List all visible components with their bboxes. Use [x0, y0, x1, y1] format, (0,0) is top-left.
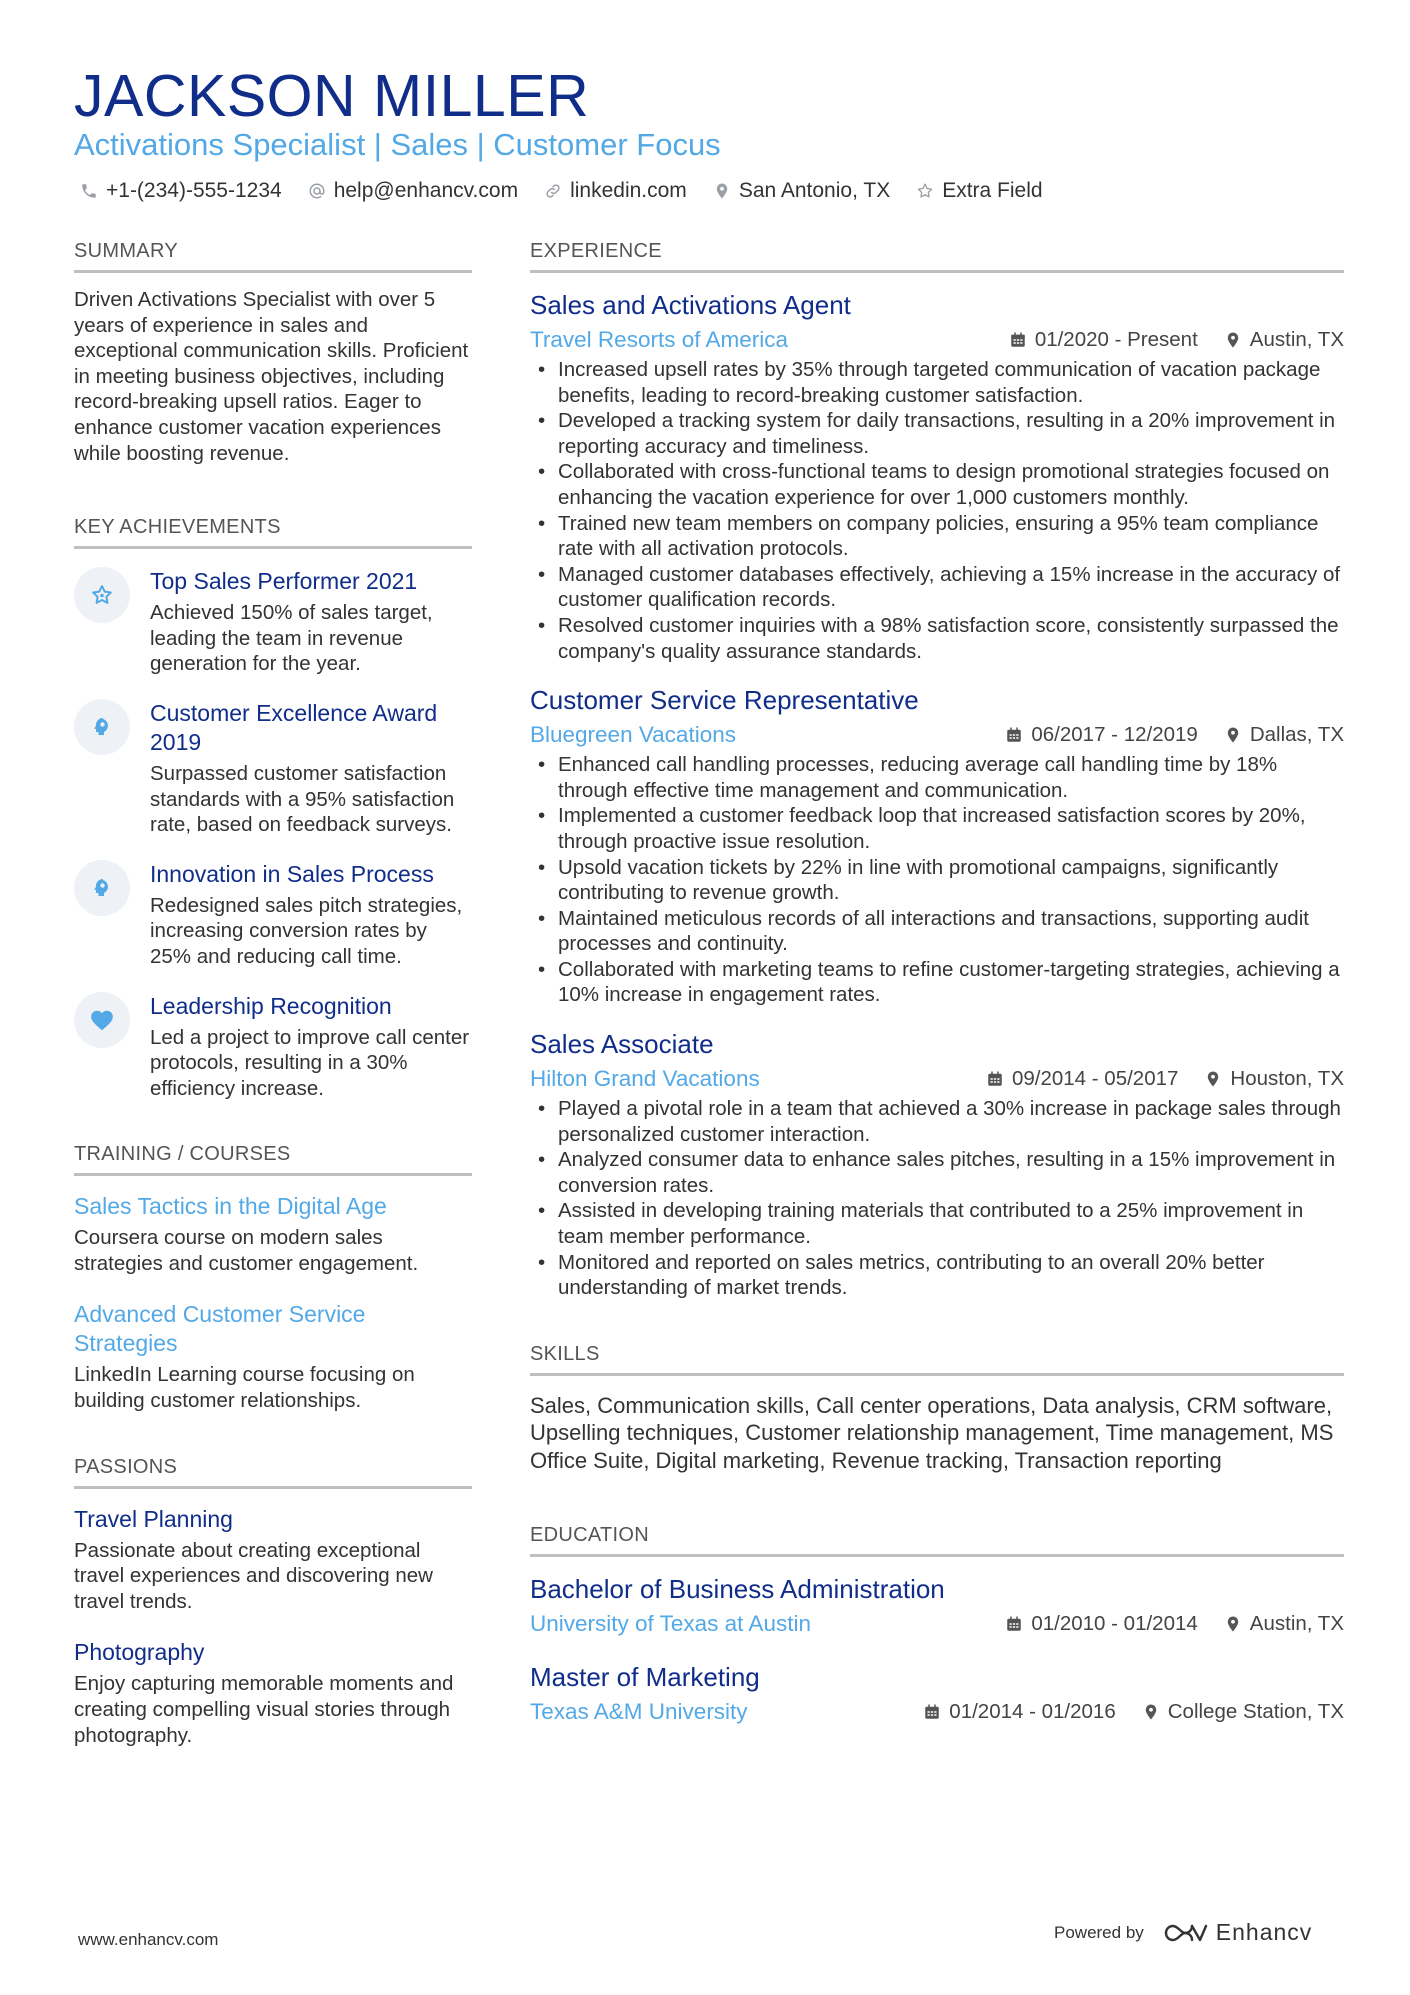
company-name: Hilton Grand Vacations [530, 1066, 760, 1092]
passion-item [74, 1638, 472, 1748]
bullet-item: • Managed customer databases effectively, achieving a 15% increase in the accuracy of customer qualification records. [530, 562, 1344, 613]
experience-item [530, 1028, 1344, 1301]
experience-heading: EXPERIENCE [530, 238, 1344, 273]
achievement-item [74, 992, 472, 1102]
achievement-desc: Surpassed customer satisfaction standards with a 95% satisfaction rate, based on feedback surveys. [150, 761, 455, 837]
job-bullets [530, 752, 1344, 1008]
achievement-title: Top Sales Performer 2021 [150, 568, 418, 595]
course-desc: Coursera course on modern sales strategies and customer engagement. [74, 1226, 419, 1275]
achievement-icon-wrap [74, 699, 130, 755]
skills-heading: SKILLS [530, 1341, 1344, 1376]
extra-field-text: Extra Field [942, 179, 1043, 202]
company-name: Travel Resorts of America [530, 327, 788, 352]
brand-logo[interactable] [1162, 1919, 1313, 1946]
achievement-title: Innovation in Sales Process [150, 860, 434, 887]
summary-heading: SUMMARY [74, 238, 472, 273]
left-column [74, 238, 472, 1748]
bullet-item: • Analyzed consumer data to enhance sales pitches, resulting in a 15% improvement in conversion rates. [530, 1147, 1344, 1198]
phone-text: +1-(234)-555-1234 [106, 179, 282, 202]
location-text: San Antonio, TX [738, 179, 891, 202]
linkedin-text: linkedin.com [570, 179, 687, 202]
powered-by-text: Powered by [1054, 1922, 1144, 1942]
bullet-item: • Trained new team members on company policies, ensuring a 95% team compliance rate with all activation protocols. [530, 511, 1344, 562]
bullet-item: • Monitored and reported on sales metrics, contributing to an overall 20% better understanding of market trends. [530, 1250, 1344, 1301]
achievement-title: Customer Excellence Award 2019 [150, 699, 438, 755]
heart-icon [89, 1008, 115, 1032]
school-name: University of Texas at Austin [530, 1611, 811, 1637]
job-location: Houston, TX [1230, 1067, 1344, 1091]
bullet-item: • Assisted in developing training materials that contributed to a 25% improvement in team member performance. [530, 1198, 1344, 1249]
phone-icon [80, 182, 98, 200]
achievement-title: Leadership Recognition [150, 992, 392, 1019]
location-pin-icon [1224, 1615, 1242, 1633]
achievement-desc: Led a project to improve call center protocols, resulting in a 30% efficiency increase. [150, 1025, 470, 1100]
head-icon [90, 715, 114, 739]
at-icon [308, 182, 326, 200]
passions-section [74, 1454, 472, 1749]
skills-text: Sales, Communication skills, Call center operations, Data analysis, CRM software, Upselling techniques, Customer relationship management, Time management, MS Office Suite, Digital marketing, Revenue tracking, Transaction reporting [530, 1392, 1334, 1473]
contact-phone[interactable] [80, 176, 282, 206]
calendar-icon [923, 1703, 941, 1721]
passion-title: Travel Planning [74, 1505, 233, 1532]
company-name: Bluegreen Vacations [530, 722, 736, 748]
job-location: Austin, TX [1249, 328, 1344, 351]
footer-website[interactable]: www.enhancv.com [78, 1930, 219, 1949]
bullet-item: • Resolved customer inquiries with a 98% satisfaction score, consistently surpassed the company's quality assurance standards. [530, 613, 1344, 664]
bullet-item: • Developed a tracking system for daily transactions, resulting in a 20% improvement in reporting accuracy and timeliness. [530, 408, 1344, 459]
education-dates: 01/2010 - 01/2014 [1031, 1612, 1198, 1636]
calendar-icon [1005, 726, 1023, 744]
degree-title: Bachelor of Business Administration [530, 1574, 945, 1605]
experience-item [530, 684, 1344, 1008]
location-pin-icon [1142, 1703, 1160, 1721]
head-icon [90, 876, 114, 900]
passions-heading: PASSIONS [74, 1454, 472, 1489]
course-desc: LinkedIn Learning course focusing on building customer relationships. [74, 1363, 415, 1413]
education-item [530, 1661, 1344, 1727]
contact-linkedin[interactable] [544, 176, 687, 206]
job-title: Sales and Activations Agent [530, 290, 851, 320]
school-name: Texas A&M University [530, 1699, 748, 1725]
bullet-item: • Increased upsell rates by 35% through targeted communication of vacation package benefits, leading to record-breaking customer satisfaction. [530, 357, 1344, 408]
passion-title: Photography [74, 1639, 205, 1666]
passion-desc: Passionate about creating exceptional travel experiences and discovering new travel trends. [74, 1538, 433, 1613]
bullet-item: • Implemented a customer feedback loop that increased satisfaction scores by 20%, through proactive issue resolution. [530, 803, 1344, 854]
enhancv-logo-icon [1162, 1921, 1208, 1945]
job-dates: 06/2017 - 12/2019 [1031, 723, 1198, 747]
location-pin-icon [1224, 726, 1242, 744]
bullet-item: • Upsold vacation tickets by 22% in line with promotional campaigns, significantly contributing to revenue growth. [530, 855, 1344, 906]
contact-extra [916, 176, 1042, 206]
education-section [530, 1522, 1344, 1727]
bullet-item: • Maintained meticulous records of all interactions and transactions, supporting audit processes and continuity. [530, 906, 1344, 957]
star-icon [90, 583, 114, 607]
achievements-heading: KEY ACHIEVEMENTS [74, 514, 472, 549]
job-location: Dallas, TX [1249, 723, 1344, 747]
training-section [74, 1141, 472, 1413]
contact-bar [80, 176, 1043, 206]
achievement-item [74, 860, 472, 970]
job-dates: 01/2020 - Present [1034, 328, 1198, 351]
contact-email[interactable] [308, 176, 518, 206]
education-dates: 01/2014 - 01/2016 [949, 1700, 1116, 1724]
education-location: Austin, TX [1249, 1612, 1344, 1636]
experience-item [530, 289, 1344, 664]
email-text: help@enhancv.com [333, 179, 519, 202]
bullet-item: • Collaborated with cross-functional teams to design promotional strategies focused on enhancing the vacation experience for over 1,000 customers monthly. [530, 459, 1344, 510]
footer-branding [1054, 1919, 1312, 1946]
bullet-item: • Collaborated with marketing teams to refine customer-targeting strategies, achieving a 10% increase in engagement rates. [530, 957, 1344, 1008]
bullet-item: • Enhanced call handling processes, reducing average call handling time by 18% through effective time management and communication. [530, 752, 1344, 803]
achievement-icon-wrap [74, 860, 130, 916]
achievements-section [74, 514, 472, 1101]
bullet-item: • Played a pivotal role in a team that achieved a 30% increase in package sales through personalized customer interaction. [530, 1096, 1344, 1147]
achievement-icon-wrap [74, 567, 130, 623]
summary-text: Driven Activations Specialist with over 5 years of experience in sales and exceptional communication skills. Proficient in meeting business objectives, including record-breaking upsell ratios. Eager to enhance customer vacation experiences while boosting revenue. [74, 288, 469, 465]
training-heading: TRAINING / COURSES [74, 1141, 472, 1176]
star-outline-icon [916, 182, 934, 200]
skills-section [530, 1341, 1344, 1475]
location-pin-icon [1204, 1070, 1222, 1088]
contact-location [713, 176, 890, 206]
degree-title: Master of Marketing [530, 1662, 760, 1693]
education-heading: EDUCATION [530, 1522, 1344, 1557]
right-column [530, 238, 1344, 1727]
job-title: Customer Service Representative [530, 685, 919, 716]
calendar-icon [1009, 331, 1027, 349]
course-title: Sales Tactics in the Digital Age [74, 1193, 387, 1220]
education-item [530, 1573, 1344, 1639]
job-bullets [530, 357, 1344, 664]
candidate-headline: Activations Specialist | Sales | Customer Focus [74, 127, 721, 162]
achievement-desc: Achieved 150% of sales target, leading the team in revenue generation for the year. [150, 601, 433, 676]
course-item [74, 1192, 472, 1276]
brand-name: Enhancv [1215, 1919, 1313, 1945]
course-title: Advanced Customer Service Strategies [74, 1301, 366, 1357]
location-pin-icon [1224, 331, 1242, 349]
calendar-icon [1005, 1615, 1023, 1633]
achievement-item [74, 699, 472, 838]
job-title: Sales Associate [530, 1029, 714, 1060]
job-bullets [530, 1096, 1344, 1301]
education-location: College Station, TX [1167, 1700, 1344, 1724]
achievement-item [74, 567, 472, 677]
candidate-name: JACKSON MILLER [74, 63, 590, 129]
achievement-icon-wrap [74, 992, 130, 1048]
job-dates: 09/2014 - 05/2017 [1011, 1067, 1179, 1091]
summary-section [74, 238, 472, 466]
passion-item [74, 1505, 472, 1615]
achievement-desc: Redesigned sales pitch strategies, increasing conversion rates by 25% and reducing call time. [150, 893, 463, 968]
location-pin-icon [713, 182, 731, 200]
course-item [74, 1300, 472, 1413]
calendar-icon [986, 1070, 1004, 1088]
experience-section [530, 238, 1344, 1301]
passion-desc: Enjoy capturing memorable moments and creating compelling visual stories through photography. [74, 1672, 454, 1747]
link-icon [544, 182, 562, 200]
